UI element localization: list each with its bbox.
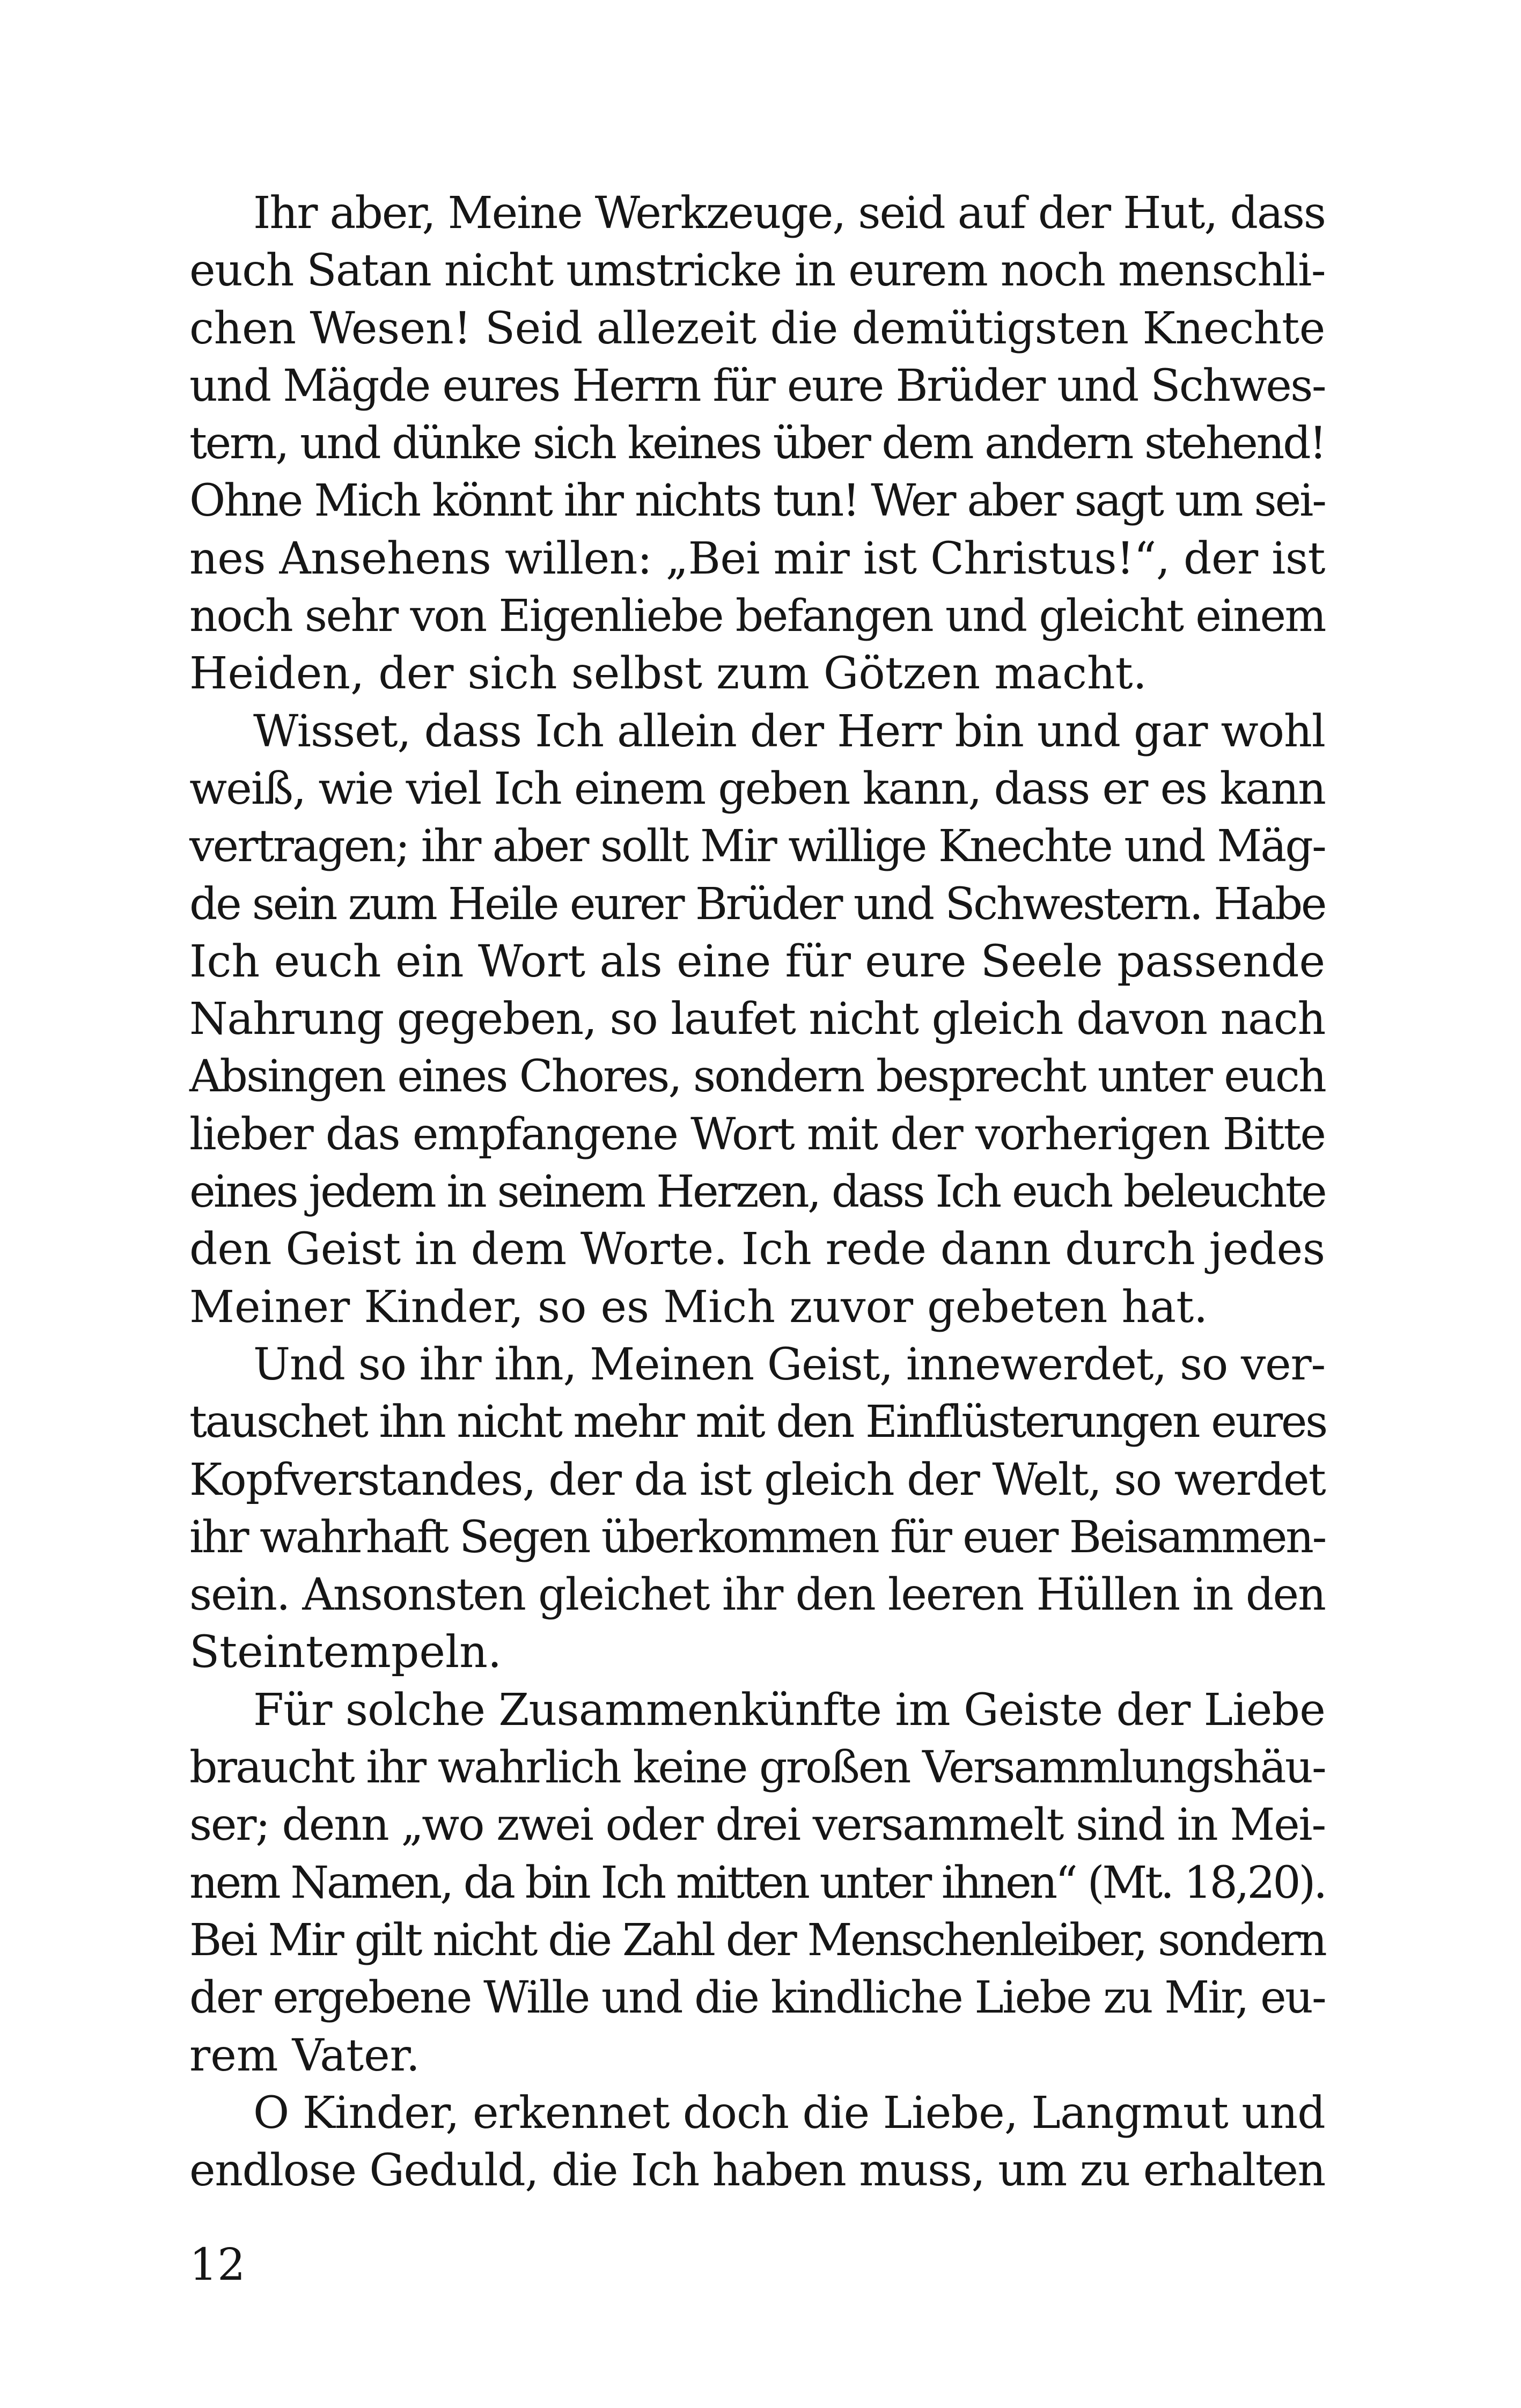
text-line: tauschet ihn nicht mehr mit den Einflüsterungen eures: [189, 1397, 1326, 1448]
text-line: rem Vater.: [189, 2030, 420, 2081]
text-line: nes Ansehens willen: „Bei mir ist Christus!“, der ist: [189, 533, 1325, 584]
text-line: den Geist in dem Worte. Ich rede dann durch jedes: [189, 1224, 1325, 1275]
text-line: der ergebene Wille und die kindliche Liebe zu Mir, eu-: [189, 1972, 1326, 2024]
text-line: lieber das empfangene Wort mit der vorherigen Bitte: [189, 1108, 1325, 1160]
text-line: noch sehr von Eigenliebe befangen und gleicht einem: [189, 591, 1325, 642]
text-line: Heiden, der sich selbst zum Götzen macht.: [189, 648, 1147, 700]
text-line: nem Namen, da bin Ich mitten unter ihnen“ (Mt. 18,20).: [189, 1857, 1325, 1908]
text-line: Kopfverstandes, der da ist gleich der Welt, so werdet: [189, 1454, 1325, 1506]
text-line: chen Wesen! Seid allezeit die demütigsten Knechte: [189, 303, 1325, 354]
text-line: weiß, wie viel Ich einem geben kann, dass er es kann: [189, 763, 1325, 814]
text-line: tern, und dünke sich keines über dem andern stehend!: [189, 418, 1325, 469]
text-line: vertragen; ihr aber sollt Mir willige Knechte und Mäg-: [189, 821, 1325, 872]
text-line: endlose Geduld, die Ich haben muss, um zu erhalten: [189, 2145, 1326, 2197]
text-line: Ihr aber, Meine Werkzeuge, seid auf der Hut, dass: [253, 188, 1325, 239]
text-line: Ohne Mich könnt ihr nichts tun! Wer aber sagt um sei-: [189, 475, 1325, 527]
text-line: euch Satan nicht umstricke in eurem noch menschli-: [189, 245, 1325, 297]
text-line: sein. Ansonsten gleichet ihr den leeren Hüllen in den: [189, 1569, 1325, 1621]
text-line: Wisset, dass Ich allein der Herr bin und gar wohl: [253, 706, 1325, 757]
body-text: [189, 185, 1325, 2199]
page-number: 12: [189, 2240, 246, 2290]
text-line: eines jedem in seinem Herzen, dass Ich euch beleuchte: [189, 1166, 1325, 1218]
text-line: braucht ihr wahrlich keine großen Versammlungshäu-: [189, 1742, 1325, 1794]
text-line: ser; denn „wo zwei oder drei versammelt sind in Mei-: [189, 1800, 1325, 1851]
text-line: und Mägde eures Herrn für eure Brüder und Schwes-: [189, 360, 1325, 412]
text-line: Absingen eines Chores, sondern besprecht unter euch: [189, 1051, 1325, 1103]
text-line: de sein zum Heile eurer Brüder und Schwestern. Habe: [189, 878, 1325, 930]
text-line: Meiner Kinder, so es Mich zuvor gebeten hat.: [189, 1281, 1208, 1333]
text-line: ihr wahrhaft Segen überkommen für euer Beisammen-: [189, 1511, 1325, 1563]
text-line: Und so ihr ihn, Meinen Geist, innewerdet, so ver-: [253, 1339, 1325, 1390]
text-line: Ich euch ein Wort als eine für eure Seele passende: [189, 936, 1325, 987]
text-line: Für solche Zusammenkünfte im Geiste der Liebe: [253, 1684, 1325, 1736]
text-line: O Kinder, erkennet doch die Liebe, Langmut und: [253, 2087, 1325, 2139]
text-line: Steintempeln.: [189, 1627, 502, 1678]
text-line: Bei Mir gilt nicht die Zahl der Menschenleiber, sondern: [189, 1914, 1325, 1966]
text-line: Nahrung gegeben, so laufet nicht gleich davon nach: [189, 994, 1325, 1045]
